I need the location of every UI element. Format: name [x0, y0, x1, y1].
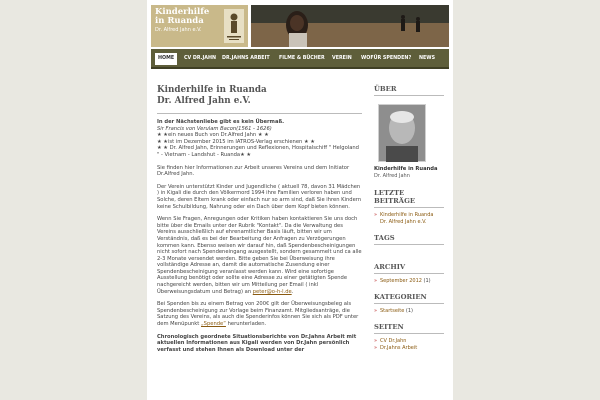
site-header [151, 5, 449, 47]
intro-paragraph: Sie finden hier Informationen zur Arbeit unseres Vereins und dem Initiator Dr.Alfred Jahn. [157, 164, 350, 178]
category-item[interactable]: » Startseite (1) [374, 308, 444, 315]
site-title[interactable]: Kinderhilfe in Ruanda [155, 7, 210, 26]
book-line-2: ★ ★ist im Dezember 2015 im IATROS-Verlag erschienen ★ ★ [157, 138, 315, 145]
page-title: Kinderhilfe in Ruanda Dr. Alfred Jahn e.V. [157, 85, 267, 106]
categories-heading: KATEGORIEN [374, 293, 444, 304]
recent-post-item[interactable]: » Kinderhilfe in Ruanda Dr. Alfred Jahn e.V. [374, 212, 444, 226]
brand-logo-icon [224, 9, 244, 43]
quote-author: Sir Francis von Verulam Bacon(1561 - 1626) [157, 125, 272, 132]
quote-title: In der Nächstenliebe gibt es kein Übermaß. [157, 119, 285, 125]
book-line-3: ★ ★ Dr. Alfred Jahn, Erinnerungen und Reflexionen, Hospitalschiff " Helgoland " - Vietnam - Landshut - Ruanda★ ★ [157, 145, 359, 158]
title-divider [157, 113, 362, 114]
nav-item-news[interactable]: NEWS [419, 56, 436, 61]
pages-heading: SEITEN [374, 323, 444, 334]
support-paragraph: Der Verein unterstützt Kinder und Jugendliche ( aktuell 78, davon 31 Mädchen ) in Kigali die durch den Völkermord 1994 ihre Familien verloren haben und Solche, deren Eltern krank oder einfach nur so arm sind, daß Sie ihren Kindern keine Schulbildung, Nahrung oder ein Dach über dem Kopf bieten können. [157, 183, 362, 210]
quote-block [157, 119, 362, 159]
email-link[interactable]: peter@o-h-l.de [252, 288, 292, 295]
nav-item-home[interactable]: HOME [155, 53, 177, 65]
contact-paragraph: Wenn Sie Fragen, Anregungen oder Kritiken haben kontaktieren Sie uns doch bitte über die Emails unter der Rubrik "Kontakt". Da die Verwaltung des Vereins ausschließlich auf ehrenamtlicher Basis läuft, bitten wir um Verständnis, daß es bei der Bearbeitung der Anfragen zu Verzögerungen kommen kann. Ebenso weisen wir darauf hin, daß Spendenbescheinigungen nicht sofort nach Spendeneingang ausgestellt, sondern gesammelt und ca alle 2-3 Monate versendet werden. Bitte geben Sie bei Überweisung ihre vollständige Adresse an, damit die automatische Zusendung einer Spendenbescheinigung veranlasst werden kann. Wird eine sofortige Ausstellung benötigt oder sollte eine Adresse zu einer getätigten Spende nachgereicht werden, bitten wir um Mitteilung per Email ( inkl Überweisungsdatum und Betrag) an peter@o-h-l.de. [157, 216, 362, 295]
tags-heading: TAGS [374, 234, 444, 245]
nav-item-filme[interactable]: FILME & BÜCHER [279, 56, 325, 61]
pages-list [374, 338, 444, 352]
brand-block[interactable] [151, 5, 248, 47]
profile-photo [378, 104, 426, 162]
main-content [157, 85, 362, 359]
categories-list [374, 308, 444, 315]
archive-item[interactable]: » September 2012 (1) [374, 278, 444, 285]
spende-link[interactable]: „Spende“ [201, 321, 226, 328]
recent-posts-list [374, 212, 444, 226]
header-banner-image [251, 5, 449, 47]
donation-paragraph: Bei Spenden bis zu einem Betrag von 200€ gilt der Überweisungsbeleg als Spendenbescheinigung zur Vorlage beim Finanzamt. Mitgliedsanträge, die Satzung des Vereins, als auch die Spenderinfos können Sie sich als PDF unter dem Menüpunkt „Spende“ herunterladen. [157, 301, 359, 328]
about-name: Kinderhilfe in Ruanda [374, 166, 438, 172]
page-item-cv[interactable]: » CV Dr.Jahn [374, 338, 444, 345]
nav-item-spenden[interactable]: WOFÜR SPENDEN? [361, 56, 412, 61]
nav-item-arbeit[interactable]: DR.JAHNS ARBEIT [222, 56, 270, 61]
book-line-1: ★ ★ein neues Buch von Dr.Alfred Jahn ★ ★ [157, 132, 269, 139]
archive-heading: ARCHIV [374, 263, 444, 274]
reports-paragraph: Chronologisch geordnete Situationsberichte von Dr.Jahns Arbeit mit aktuellen Informationen aus Kigali werden von Dr.Jahn persönlich verfasst und stehen Ihnen als Download unter der [157, 333, 357, 353]
archive-list [374, 278, 444, 285]
main-navigation [151, 49, 449, 69]
page-item-arbeit[interactable]: » Dr.Jahns Arbeit [374, 345, 444, 352]
site-subtitle: Dr. Alfred Jahn e.V. [155, 27, 202, 33]
recent-posts-heading: LETZTE BEITRÄGE [374, 189, 444, 208]
about-heading: ÜBER [374, 85, 444, 96]
nav-item-cv[interactable]: CV DR.JAHN [184, 56, 217, 61]
about-subtitle: Dr. Alfred Jahn [374, 173, 410, 179]
sidebar [374, 85, 444, 352]
nav-item-verein[interactable]: VEREIN [332, 56, 352, 61]
